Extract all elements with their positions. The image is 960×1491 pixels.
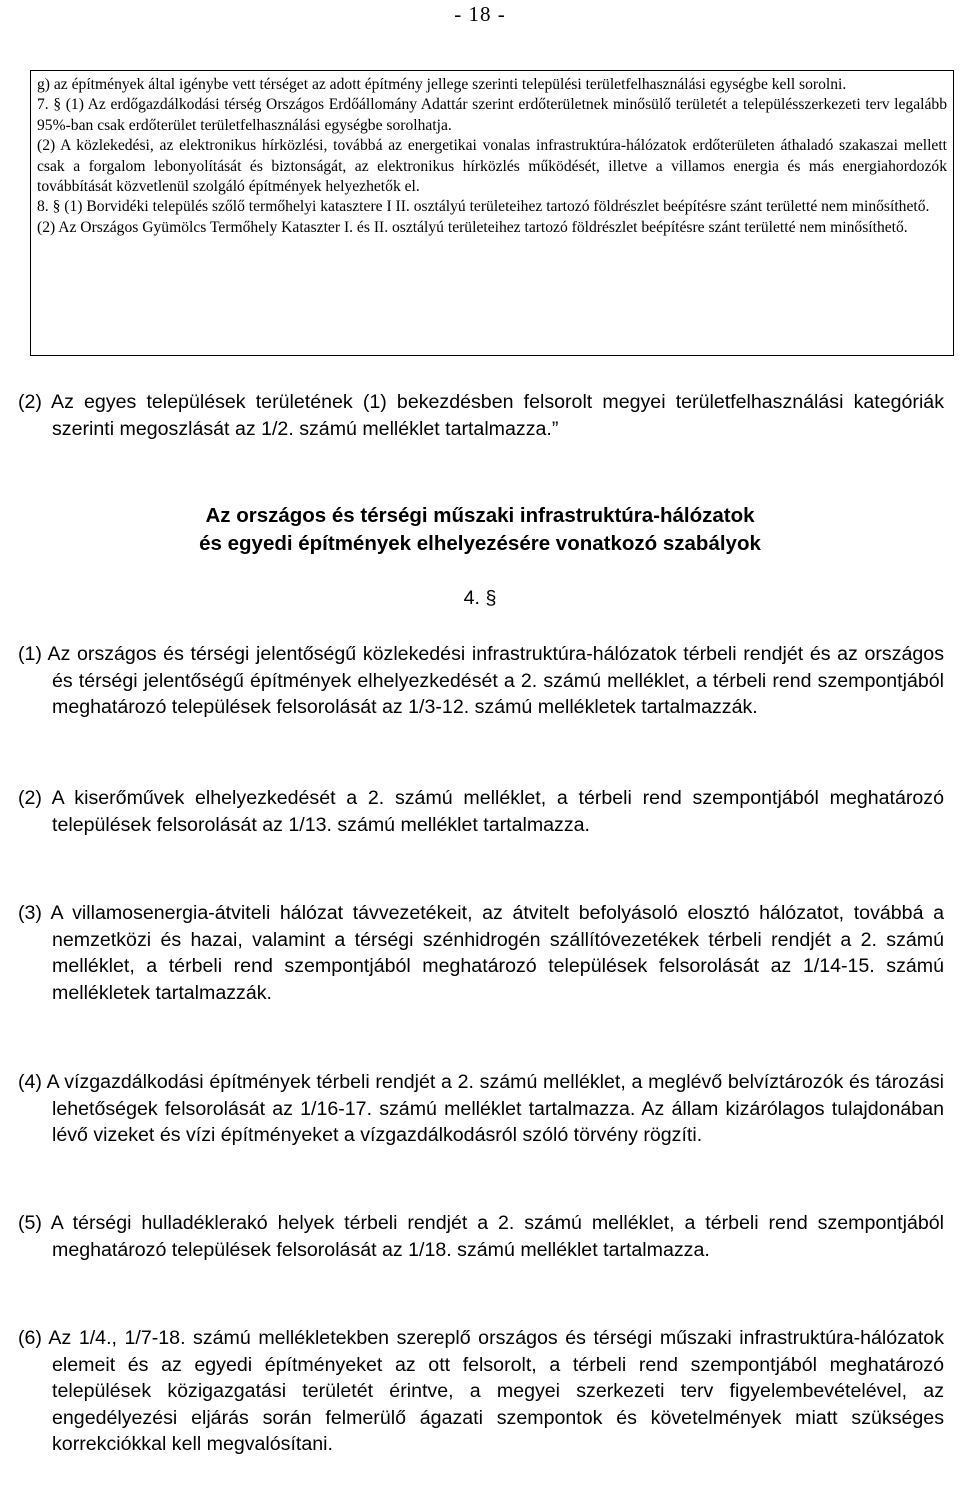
paragraph-2: (2) A kiserőművek elhelyezkedését a 2. számú melléklet, a térbeli rend szempontjából meghatározó települések felsorolását az 1/13. számú melléklet tartalmazza. — [18, 787, 944, 836]
paragraph-1: (1) Az országos és térségi jelentőségű közlekedési infrastruktúra-hálózatok térbeli rendjét és az országos és térségi jelentőségű építmények elhelyezkedését a 2. számú melléklet, a térbeli rend szempontjából meghatározó települések felsorolását az 1/3-12. számú mellékletek tartalmazzák. — [18, 643, 944, 718]
section-number: 4. § — [463, 587, 497, 609]
paragraph-5: (5) A térségi hulladéklerakó helyek térbeli rendjét a 2. számú melléklet, a térbeli rend szempontjából meghatározó települések felsorolását az 1/18. számú melléklet tartalmazza. — [18, 1212, 944, 1261]
box-paragraph-8-2: (2) Az Országos Gyümölcs Termőhely Kataszter I. és II. osztályú területeihez tartozó földrészlet beépítésre szánt területté nem minősíthető. — [37, 218, 908, 236]
intro-block — [18, 389, 944, 442]
paragraph-6: (6) Az 1/4., 1/7-18. számú mellékletekben szereplő országos és térségi műszaki infrastruktúra-hálózatok elemeit és az egyedi építményeket az ott felsorolt, a térbeli rend szempontjából meghatározó települések közigazgatási területét érintve, a megyei szerkezeti terv figyelembevételével, az engedélyezési eljárás során felmerülő ágazati szempontok és követelmények miatt szükséges korrekciókkal kell megvalósítani. — [18, 1327, 944, 1455]
section-heading — [0, 502, 960, 558]
paragraph-5-block — [18, 1210, 944, 1263]
paragraph-1-block — [18, 641, 944, 721]
intro-paragraph: (2) Az egyes települések területének (1) bekezdésben felsorolt megyei területfelhasználási kategóriák szerinti megoszlását az 1/2. számú melléklet tartalmazza.” — [18, 391, 944, 440]
paragraph-2-block — [18, 785, 944, 838]
heading-line-1: Az országos és térségi műszaki infrastruktúra-hálózatok — [205, 504, 755, 527]
page-number: - 18 - — [454, 2, 506, 26]
paragraph-4-block — [18, 1069, 944, 1149]
paragraph-6-block — [18, 1325, 944, 1458]
heading-line-2: és egyedi építmények elhelyezésére vonatkozó szabályok — [199, 532, 761, 555]
paragraph-3-block — [18, 900, 944, 1006]
quoted-legal-text-box — [30, 70, 954, 356]
paragraph-3: (3) A villamosenergia-átviteli hálózat távvezetékeit, az átvitelt befolyásoló elosztó hálózatot, továbbá a nemzetközi és hazai, valamint a térségi szénhidrogén szállítóvezetékek térbeli rendjét a 2. számú melléklet, a térbeli rend szempontjából meghatározó települések felsorolását az 1/14-15. számú mellékletek tartalmazzák. — [18, 902, 944, 1004]
paragraph-4: (4) A vízgazdálkodási építmények térbeli rendjét a 2. számú melléklet, a meglévő belvíztározók és tározási lehetőségek felsorolását az 1/16-17. számú melléklet tartalmazza. Az állam kizárólagos tulajdonában lévő vizeket és vízi építményeket a vízgazdálkodásról szóló törvény rögzíti. — [18, 1071, 944, 1146]
box-paragraph-g: g) az építmények által igénybe vett térséget az adott építmény jellege szerinti települési területfelhasználási egységbe kell sorolni. — [37, 76, 847, 93]
box-paragraph-8-1: 8. § (1) Borvidéki település szőlő termőhelyi katasztere I II. osztályú területeihez tartozó földrészlet beépítésre szánt területté nem minősíthető. — [37, 198, 930, 216]
box-paragraph-7-1: 7. § (1) Az erdőgazdálkodási térség Országos Erdőállomány Adattár szerint erdőterületnek minősülő területét a településszerkezeti terv legalább 95%-ban csak erdőterület területfelhasználási egységbe sorolhatja. — [37, 96, 947, 134]
box-paragraph-7-2: (2) A közlekedési, az elektronikus hírközlési, továbbá az energetikai vonalas infrastruktúra-hálózatok erdőterületen áthaladó szakaszai mellett csak a forgalom lebonyolítását és biztonságát, az elektronikus hírközlés működését, illetve a villamos energia és más energiahordozók továbbítását közvetlenül szolgáló építmények helyezhetők el. — [37, 137, 947, 196]
